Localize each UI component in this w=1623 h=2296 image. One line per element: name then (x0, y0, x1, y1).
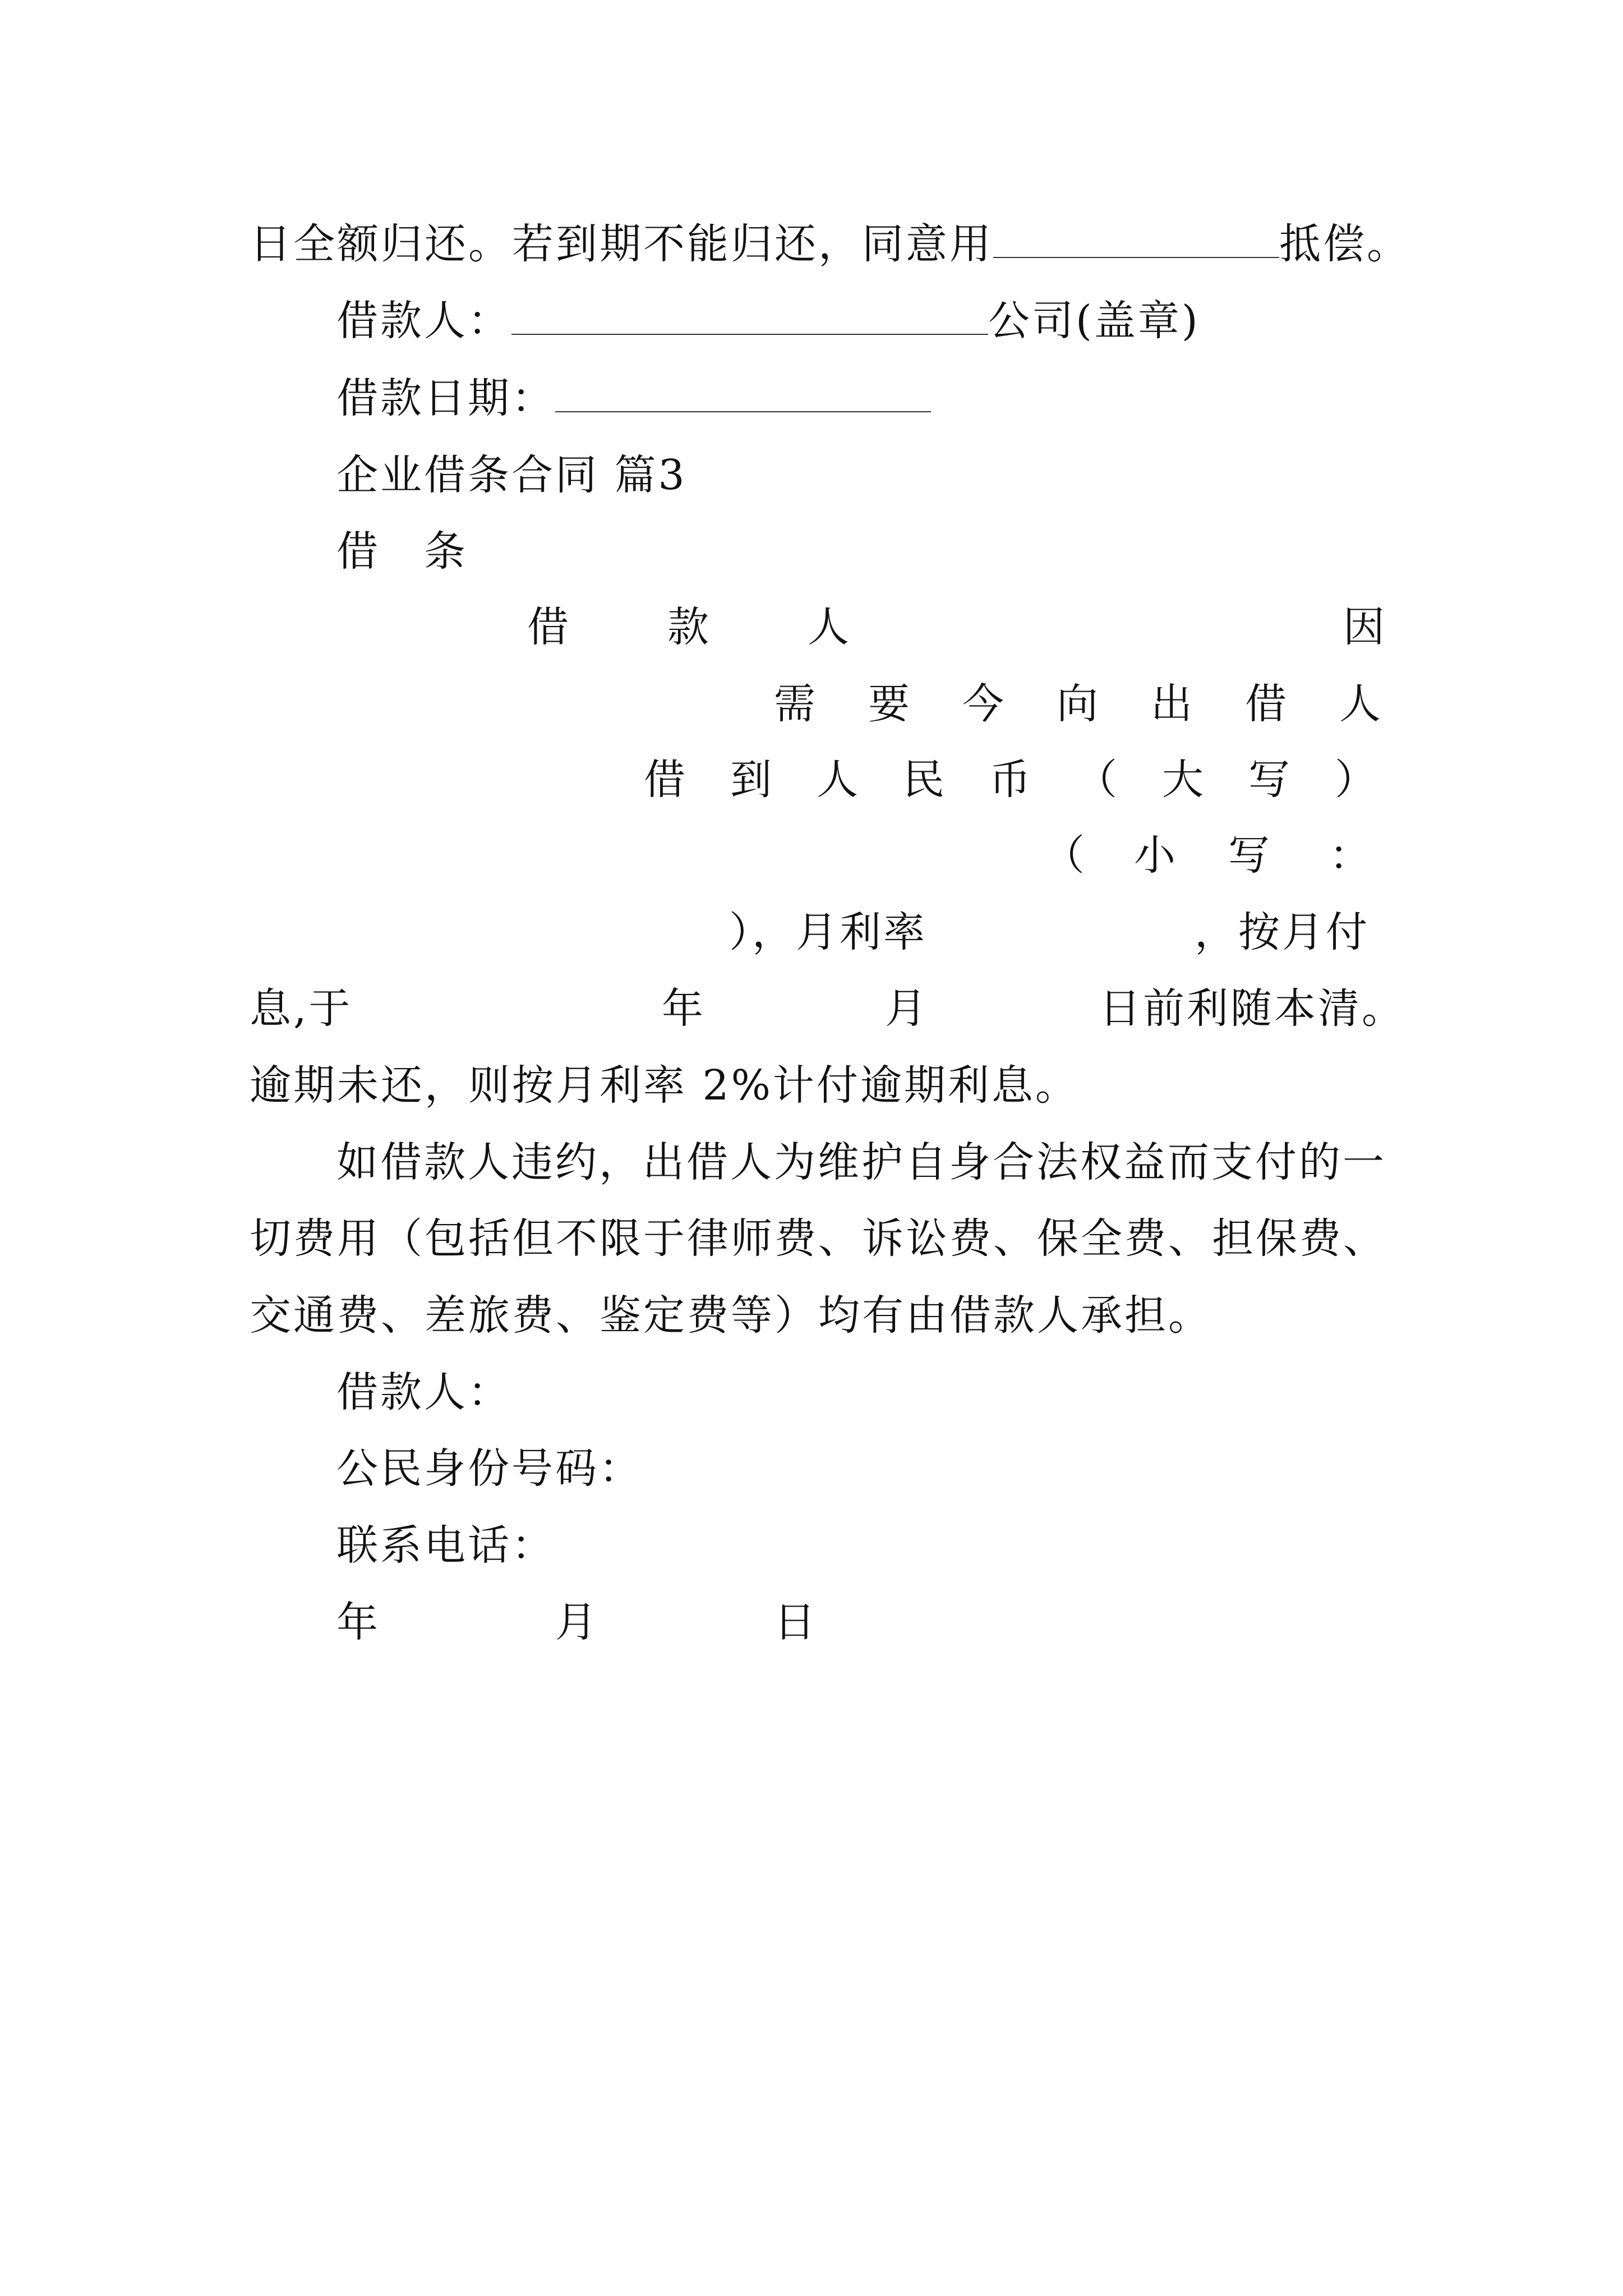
breach-clause-line-2: 切费用（包括但不限于律师费、诉讼费、保全费、担保费、 (250, 1214, 1387, 1263)
rate-suffix: ，按月付 (1195, 908, 1370, 956)
spaced-char: （ (1043, 831, 1085, 880)
spaced-char: 人 (1339, 680, 1381, 728)
interest-month: 月 (885, 984, 926, 1033)
spaced-char: 款 (667, 603, 709, 651)
spaced-char: 出 (1151, 680, 1192, 728)
signature-id-number: 公民身份号码： (336, 1444, 643, 1493)
section-title: 企业借条合同 篇3 (336, 451, 687, 499)
spaced-char: 大 (1162, 756, 1204, 804)
spaced-char: 借 (1245, 680, 1287, 728)
spaced-char: ： (1329, 831, 1371, 880)
breach-clause-line-3: 交通费、差旅费、鉴定费等）均有由借款人承担。 (250, 1291, 1212, 1340)
signature-phone: 联系电话： (336, 1521, 555, 1570)
borrower-suffix: 公司(盖章) (988, 297, 1200, 345)
spaced-char: 小 (1134, 831, 1175, 880)
spaced-char: 写 (1228, 831, 1270, 880)
interest-year: 年 (662, 984, 703, 1033)
spaced-char: 需 (774, 680, 815, 728)
spaced-char: 币 (989, 756, 1031, 804)
spaced-char: 今 (962, 680, 1004, 728)
spaced-char: 到 (730, 756, 772, 804)
signature-year: 年 (336, 1598, 378, 1646)
borrower-blank (511, 295, 988, 335)
spaced-char: 民 (903, 756, 944, 804)
offset-blank (993, 218, 1279, 258)
borrower-label: 借款人： (336, 297, 511, 345)
signature-borrower: 借款人： (336, 1368, 511, 1416)
repay-line (250, 216, 1410, 272)
breach-clause-line-1: 如借款人违约，出借人为维护自身合法权益而支付的一 (336, 1138, 1386, 1186)
iou-title: 借 条 (336, 527, 468, 576)
repay-text: 日全额归还。若到期不能归还，同意用 (250, 220, 993, 268)
spaced-char: 借 (527, 603, 569, 651)
date-line (336, 370, 931, 426)
rate-text: ），月利率 (729, 908, 927, 956)
spaced-char: 人 (817, 756, 858, 804)
borrower-line (336, 293, 1200, 349)
signature-month: 月 (555, 1598, 597, 1646)
spaced-char: （ (1076, 756, 1117, 804)
spaced-char: 要 (868, 680, 910, 728)
spaced-char: 因 (1343, 603, 1385, 651)
offset-suffix: 抵偿。 (1279, 220, 1410, 268)
spaced-char: 借 (644, 756, 685, 804)
spaced-char: 人 (808, 603, 849, 651)
date-blank (555, 372, 931, 412)
spaced-char: 写 (1248, 756, 1290, 804)
interest-text: 息,于 (250, 984, 353, 1033)
date-label: 借款日期： (336, 374, 555, 422)
spaced-char: ） (1335, 756, 1376, 804)
signature-day: 日 (774, 1598, 815, 1646)
overdue-clause: 逾期未还，则按月利率 2%计付逾期利息。 (250, 1061, 1079, 1110)
interest-suffix: 日前利随本清。 (1099, 984, 1405, 1033)
spaced-char: 向 (1057, 680, 1098, 728)
